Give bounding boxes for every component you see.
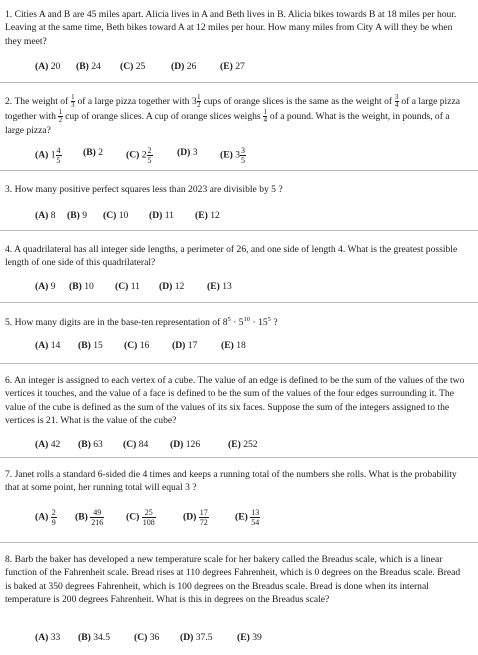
choice-e[interactable]: (E) $\frac{13}{54}$ (235, 508, 260, 527)
choice-b[interactable]: (B) $\frac{49}{216}$ (75, 508, 104, 527)
choice-b[interactable]: (B) 10 (69, 281, 94, 292)
choice-d[interactable]: (D) 17 (172, 340, 198, 351)
divider (0, 457, 478, 458)
question-stem: An integer is assigned to each vertex of a cube. The value of an edge is defined to be the sum of the values of the two vertices it touches, and the value of a face is defined to be the sum of the values of the four edges surrounding it. The value of the cube is defined as the sum of the values of its six faces. Suppose the sum of the integers assigned to the vertices is 21. What is the value of the cube? (5, 375, 465, 427)
choice-c[interactable]: (C) 2 $\frac{2}{5}$ (126, 146, 152, 165)
expression: $8^5 \cdot 5^{10} \cdot 15^5$ (222, 316, 271, 328)
choice-d[interactable]: (D) 11 (149, 210, 174, 221)
choice-d[interactable]: (D) 37.5 (180, 632, 213, 643)
question-number: 2. (5, 96, 13, 107)
fraction: $\frac{3}{4}$ (395, 94, 399, 109)
fraction: $\frac{1}{3}$ (71, 94, 75, 109)
question-stem: Cities A and B are 45 miles apart. Alicia lives in A and Beth lives in B. Alicia bikes towards B at 18 miles per hour. Leaving at the same time, Beth bikes toward A at 12 miles per hour. How many miles from City A will they be when they meet? (5, 9, 457, 47)
choice-a[interactable]: (A) 33 (35, 632, 61, 643)
question-number: 7. (5, 469, 13, 480)
choice-d[interactable]: (D) 26 (171, 61, 197, 72)
choice-c[interactable]: (C) 11 (115, 281, 140, 292)
fraction: $\frac{1}{2}$ (58, 109, 63, 124)
choice-a[interactable]: (A) 1 $\frac{4}{5}$ (35, 146, 61, 165)
question-number: 1. (5, 9, 13, 20)
choice-c[interactable]: (C) 10 (103, 210, 129, 221)
fraction: $\frac{1}{2}$ (197, 94, 201, 109)
question-stem: A quadrilateral has all integer side lengths, a perimeter of 26, and one side of length 4. What is the greatest possible length of one side of this quadrilateral? (5, 244, 458, 269)
choice-d[interactable]: (D) 126 (170, 439, 201, 450)
choice-e[interactable]: (E) 252 (228, 439, 258, 450)
choice-b[interactable]: (B) 9 (67, 210, 87, 221)
choice-e[interactable]: (E) 27 (220, 61, 245, 72)
question-number: 8. (5, 554, 13, 565)
choice-b[interactable]: (B) 15 (78, 340, 103, 351)
divider (0, 170, 478, 171)
divider (0, 82, 478, 83)
question-stem: Barb the baker has developed a new temperature scale for her bakery called the Breadus scale, which is a linear function of the Fahrenheit scale. Bread rises at 110 degrees Fahrenheit, which is 0 degrees on the Breadus scale. Bread is baked at 350 degrees Fahrenheit, which is 100 degrees on the Breadus scale. Bread is done when its internal temperature is 200 degrees Fahrenheit. What is this in degrees on the Breadus scale? (5, 554, 461, 606)
choice-e[interactable]: (E) 39 (237, 632, 262, 643)
choice-b[interactable]: (B) 24 (76, 61, 101, 72)
divider (0, 363, 478, 364)
choice-a[interactable]: (A) 14 (35, 340, 61, 351)
divider (0, 302, 478, 303)
choice-a[interactable]: (A) 8 (35, 210, 56, 221)
fraction: $\frac{1}{4}$ (263, 109, 267, 124)
problem-sheet: 1. Cities A and B are 45 miles apart. Alicia lives in A and Beth lives in B. Alicia bikes towards B at 18 miles per hour. Leaving at the same time, Beth bikes toward A at 12 miles per hour. How many miles from City A will they be when they meet? (A) 20 (B) 24 (C) 25 (D) 26 (E) 27 2. The weight of $\frac{1}{3}$ of a large pizza together with 3 $\frac{1}{2}$ cups of orange slices is the same as the weight of $\frac{3}{4}$ of a large pizza together with $\frac{1}{2}$ cup of orange slices. A cup of orange slices weighs $\frac{1}{4}$ of a pound. What is the weight, in pounds, of a large pizza? (A) 1 $\frac{4}{5}$ (B) 2 (C) 2 $\frac{2}{5}$ (D) 3 (E) 3 $\frac{3}{5}$ 3. How many positive perfect squares less than 2023 are divisible by 5 ? (A) 8 (B) 9 (C) 10 (D) 11 (E) 12 4. A quadrilateral has all integer side lengths, a perimeter of 26, and one side of length 4. What is the greatest possible length of one side of this quadrilateral? (A) 9 (B) 10 (C) 11 (D) 12 (E) 13 5. How many digits are in the base-ten representation of $8^5 \cdot 5^{10} \cdot 15^5$ ? (A) 14 (B) 15 (C) 16 (D) 17 (E) 18 6. An integer is assigned to each vertex of a cube. The value of an edge is defined to be the sum of the values of the two vertices it touches, and the value of a face is defined to be the sum of the values of the four edges surrounding it. The value of the cube is defined as the sum of the values of its six faces. Suppose the sum of the integers assigned to the vertices is 21. What is the value of the cube? (A) 42 (B) 63 (C) 84 (D) 126 (E) 252 7. Janet rolls a standard 6-sided die 4 times and keeps a running total of the numbers she rolls. What is the probability that at some point, her running total will equal 3 ? (A) $\frac{2}{9}$ (B) $\frac{49}{216}$ (C) $\frac{25}{108}$ (D) $\frac{17}{72}$ (E) $\frac{13}{54}$ 8. Barb the baker has developed a new temperature scale for her bakery called the Breadus scale, which is a linear function of the Fahrenheit scale. Bread rises at 110 degrees Fahrenheit, which is 0 degrees on the Breadus scale. Bread is baked at 350 degrees Fahrenheit, which is 100 degrees on the Breadus scale. Bread is done when its internal temperature is 200 degrees Fahrenheit. What is this in degrees on the Breadus scale? (A) 33 (B) 34.5 (C) 36 (D) 37.5 (E) 39 (0, 0, 478, 655)
choice-d[interactable]: (D) 3 (177, 147, 198, 158)
choice-d[interactable]: (D) $\frac{17}{72}$ (183, 508, 208, 527)
question-number: 5. (5, 317, 13, 328)
question-stem: Janet rolls a standard 6-sided die 4 times and keeps a running total of the numbers she rolls. What is the probability that at some point, her running total will equal 3 ? (5, 469, 457, 494)
divider (0, 542, 478, 543)
choice-e[interactable]: (E) 3 $\frac{3}{5}$ (220, 146, 245, 165)
question-number: 4. (5, 244, 13, 255)
question-stem: How many positive perfect squares less than 2023 are divisible by 5 ? (14, 184, 283, 195)
question-number: 3. (5, 184, 13, 195)
choice-a[interactable]: (A) 9 (35, 281, 56, 292)
choice-e[interactable]: (E) 18 (221, 340, 246, 351)
choice-a[interactable]: (A) 20 (35, 61, 61, 72)
choice-c[interactable]: (C) 16 (124, 340, 150, 351)
choice-d[interactable]: (D) 12 (159, 281, 185, 292)
choice-b[interactable]: (B) 2 (83, 147, 103, 158)
question-number: 6. (5, 375, 13, 386)
choice-c[interactable]: (C) 36 (134, 632, 160, 643)
choice-b[interactable]: (B) 34.5 (78, 632, 110, 643)
divider (0, 230, 478, 231)
choice-a[interactable]: (A) 42 (35, 439, 61, 450)
choice-c[interactable]: (C) $\frac{25}{108}$ (126, 508, 155, 527)
choice-b[interactable]: (B) 63 (78, 439, 103, 450)
choice-c[interactable]: (C) 25 (120, 61, 146, 72)
choice-e[interactable]: (E) 13 (207, 281, 232, 292)
choice-a[interactable]: (A) $\frac{2}{9}$ (35, 508, 56, 527)
choice-e[interactable]: (E) 12 (195, 210, 220, 221)
choice-c[interactable]: (C) 84 (123, 439, 149, 450)
